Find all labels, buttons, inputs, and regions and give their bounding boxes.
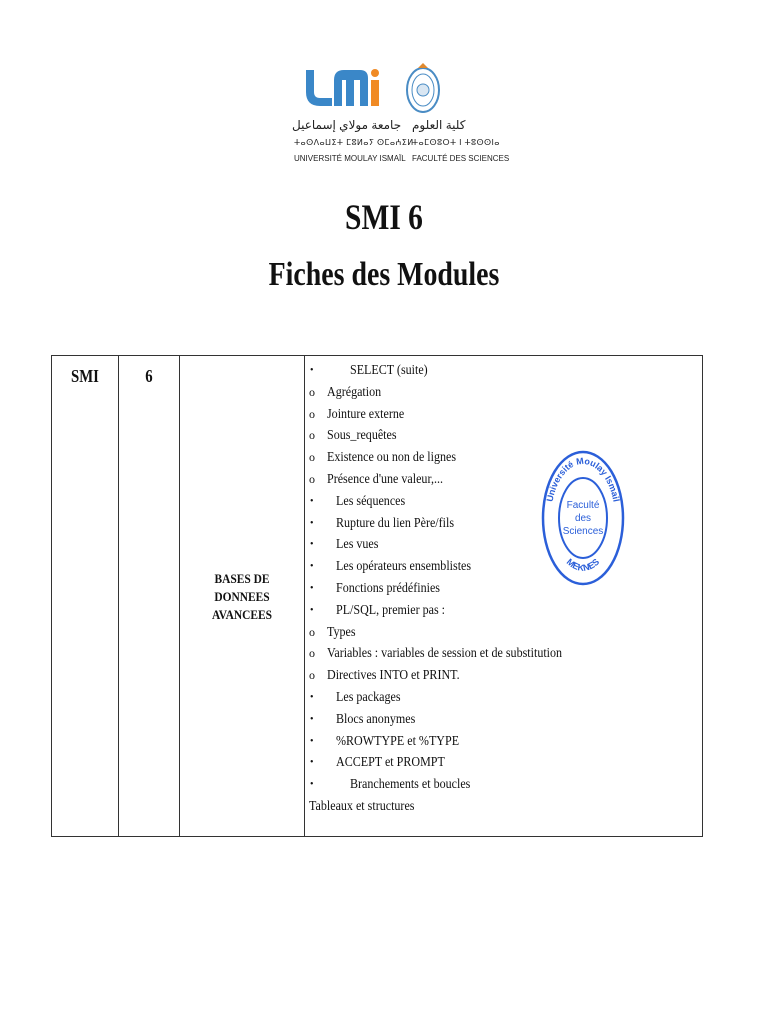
list-item-text: %ROWTYPE et %TYPE — [336, 733, 460, 749]
list-item-text: PL/SQL, premier pas : — [336, 602, 446, 618]
semestre-label: 6 — [145, 366, 153, 386]
table-row — [52, 356, 703, 837]
university-name-tifinagh: ⵜⴰⵙⴷⴰⵡⵉⵜ ⵎⵓⵍⴰⵢ ⵙⵎⴰⵄⵉⵍ — [294, 138, 414, 147]
list-item — [309, 534, 702, 556]
stamp-inner-line1: Faculté — [566, 500, 600, 511]
filiere-label: SMI — [71, 366, 99, 386]
list-item-text: Types — [327, 624, 356, 640]
bullet-icon: • — [310, 365, 314, 376]
list-item-text: Jointure externe — [327, 406, 405, 422]
module-name-line2: AVANCEES — [211, 607, 272, 622]
bullet-icon: • — [310, 691, 314, 703]
list-item-text: SELECT (suite) — [350, 363, 428, 378]
bullet-icon: • — [310, 517, 314, 529]
circle-bullet-icon: o — [309, 428, 315, 443]
page-title: SMI 6 — [345, 197, 423, 237]
bullet-icon: • — [310, 757, 314, 769]
list-item — [309, 469, 702, 491]
list-item — [309, 382, 702, 404]
university-name-french: UNIVERSITÉ MOULAY ISMAÏL — [294, 154, 406, 163]
list-item-text: Existence ou non de lignes — [327, 450, 457, 466]
list-item-text: Directives INTO et PRINT. — [327, 668, 460, 684]
list-item-text: Agrégation — [327, 384, 382, 400]
faculty-name-french: FACULTÉ DES SCIENCES — [412, 154, 510, 163]
list-item — [309, 556, 702, 578]
filiere-cell — [52, 356, 119, 837]
module-name — [187, 570, 296, 624]
circle-bullet-icon: o — [309, 668, 315, 683]
module-content-cell — [305, 356, 703, 837]
list-item — [309, 622, 702, 644]
module-name-line1: BASES DE DONNEES — [214, 571, 270, 604]
list-item-text: Les séquences — [336, 493, 406, 509]
list-item — [309, 513, 702, 535]
bullet-icon: • — [310, 713, 314, 725]
university-name-arabic: جامعة مولاي إسماعيل — [292, 118, 402, 132]
circle-bullet-icon: o — [309, 471, 315, 486]
list-item — [309, 709, 702, 731]
bullet-icon: • — [310, 582, 314, 594]
list-item — [309, 796, 702, 818]
list-item-text: Fonctions prédéfinies — [336, 580, 440, 596]
module-name-cell — [180, 356, 305, 837]
bullet-icon: • — [310, 539, 314, 551]
list-item-text: Présence d'une valeur,... — [327, 471, 444, 487]
svg-text:MEKNES — [565, 557, 601, 573]
list-item — [309, 600, 702, 622]
list-item-text: Les vues — [336, 537, 379, 553]
module-content-list — [305, 356, 702, 818]
list-item — [309, 752, 702, 774]
list-item — [309, 425, 702, 447]
circle-bullet-icon: o — [309, 450, 315, 465]
list-item-text: Rupture du lien Père/fils — [336, 515, 455, 531]
list-item-text: Tableaux et structures — [309, 798, 415, 814]
stamp-outer-text: Université Moulay Ismail — [544, 455, 622, 503]
faculty-name-arabic: كلية العلوم — [412, 118, 466, 132]
bullet-icon: • — [310, 495, 314, 507]
list-item — [309, 404, 702, 426]
faculty-name-tifinagh: ⵜⴰⵎⵙⵓⵔⵜ ⵏ ⵜⵓⵙⵙⵏⴰ — [412, 138, 500, 147]
list-item-text: Sous_requêtes — [327, 428, 397, 444]
faculty-emblem-icon — [404, 62, 442, 114]
list-item — [309, 491, 702, 513]
circle-bullet-icon: o — [309, 384, 315, 399]
list-item-text: Les opérateurs ensemblistes — [336, 559, 472, 575]
semestre-cell — [119, 356, 180, 837]
list-item-text: Les packages — [336, 689, 401, 705]
bullet-icon: • — [310, 779, 314, 791]
list-item — [309, 665, 702, 687]
list-item-text: Branchements et boucles — [350, 777, 471, 793]
list-item-text: ACCEPT et PROMPT — [336, 755, 445, 771]
circle-bullet-icon: o — [309, 624, 315, 639]
page-subtitle: Fiches des Modules — [268, 256, 500, 293]
list-item — [309, 360, 702, 382]
module-table — [51, 355, 703, 837]
bullet-icon: • — [310, 561, 314, 573]
circle-bullet-icon: o — [309, 646, 315, 661]
circle-bullet-icon: o — [309, 406, 315, 421]
list-item — [309, 731, 702, 753]
bullet-icon: • — [310, 604, 314, 616]
stamp-city-text: MEKNES — [564, 556, 602, 574]
svg-text:Université Moulay Ismail — [545, 456, 622, 503]
list-item — [309, 447, 702, 469]
stamp-inner-line2: des — [574, 513, 592, 524]
list-item-text: Blocs anonymes — [336, 711, 416, 727]
bullet-icon: • — [310, 735, 314, 747]
list-item-text: Variables : variables de session et de substitution — [327, 646, 563, 662]
faculty-stamp — [541, 446, 625, 586]
list-item — [309, 774, 702, 796]
stamp-inner-line3: Sciences — [562, 526, 604, 537]
list-item — [309, 687, 702, 709]
list-item — [309, 578, 702, 600]
list-item — [309, 643, 702, 665]
umi-logo — [302, 66, 382, 110]
header-logos — [288, 58, 510, 178]
